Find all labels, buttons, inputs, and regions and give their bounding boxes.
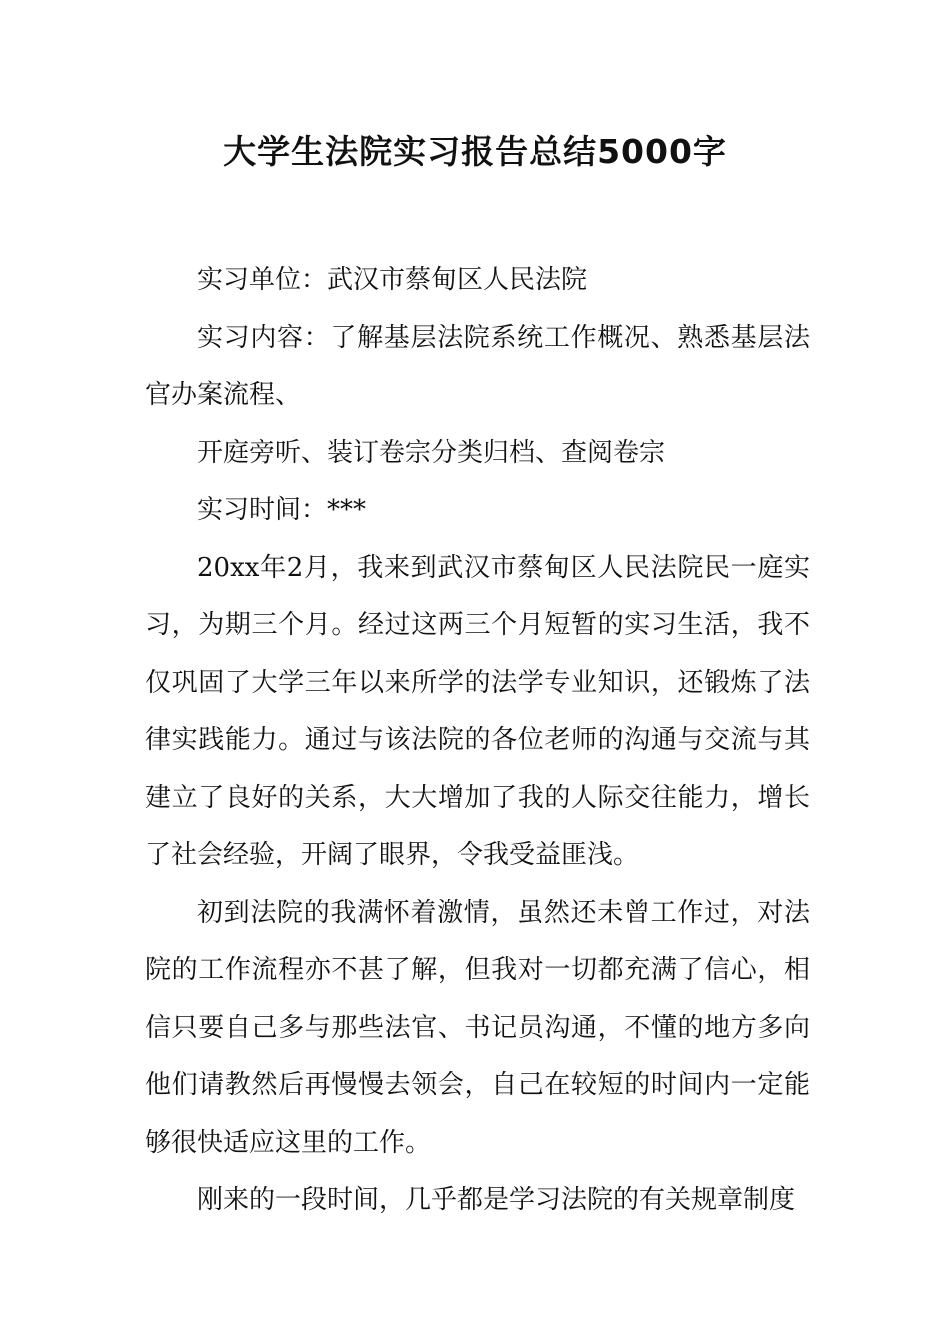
paragraph-internship-time: 实习时间：***: [197, 495, 367, 525]
paragraph-internship-content-cont: 开庭旁听、装订卷宗分类归档、查阅卷宗: [197, 437, 666, 468]
paragraph-first-arrival: 初到法院的我满怀着激情，虽然还未曾工作过，对法院的工作流程亦不甚了解，但我对一切都充满了信心，相信只要自己多与那些法官、书记员沟通，不懂的地方多向他们请教然后再慢慢去领会，自己在较短的时间内一定能够很快适应这里的工作。: [145, 897, 810, 1158]
paragraph-intro: 20xx年2月，我来到武汉市蔡甸区人民法院民一庭实习，为期三个月。经过这两三个月短暂的实习生活，我不仅巩固了大学三年以来所学的法学专业知识，还锻炼了法律实践能力。通过与该法院的各位老师的沟通与交流与其建立了良好的关系，大大增加了我的人际交往能力，增长了社会经验，开阔了眼界，令我受益匪浅。: [145, 552, 810, 870]
document-body: [145, 252, 810, 1230]
paragraph-internship-unit: 实习单位：武汉市蔡甸区人民法院: [197, 265, 588, 295]
document-title: 大学生法院实习报告总结5000字: [223, 132, 727, 171]
paragraph-internship-content: 实习内容：了解基层法院系统工作概况、熟悉基层法官办案流程、: [145, 322, 810, 410]
paragraph-early-period: 刚来的一段时间，几乎都是学习法院的有关规章制度: [197, 1185, 796, 1215]
